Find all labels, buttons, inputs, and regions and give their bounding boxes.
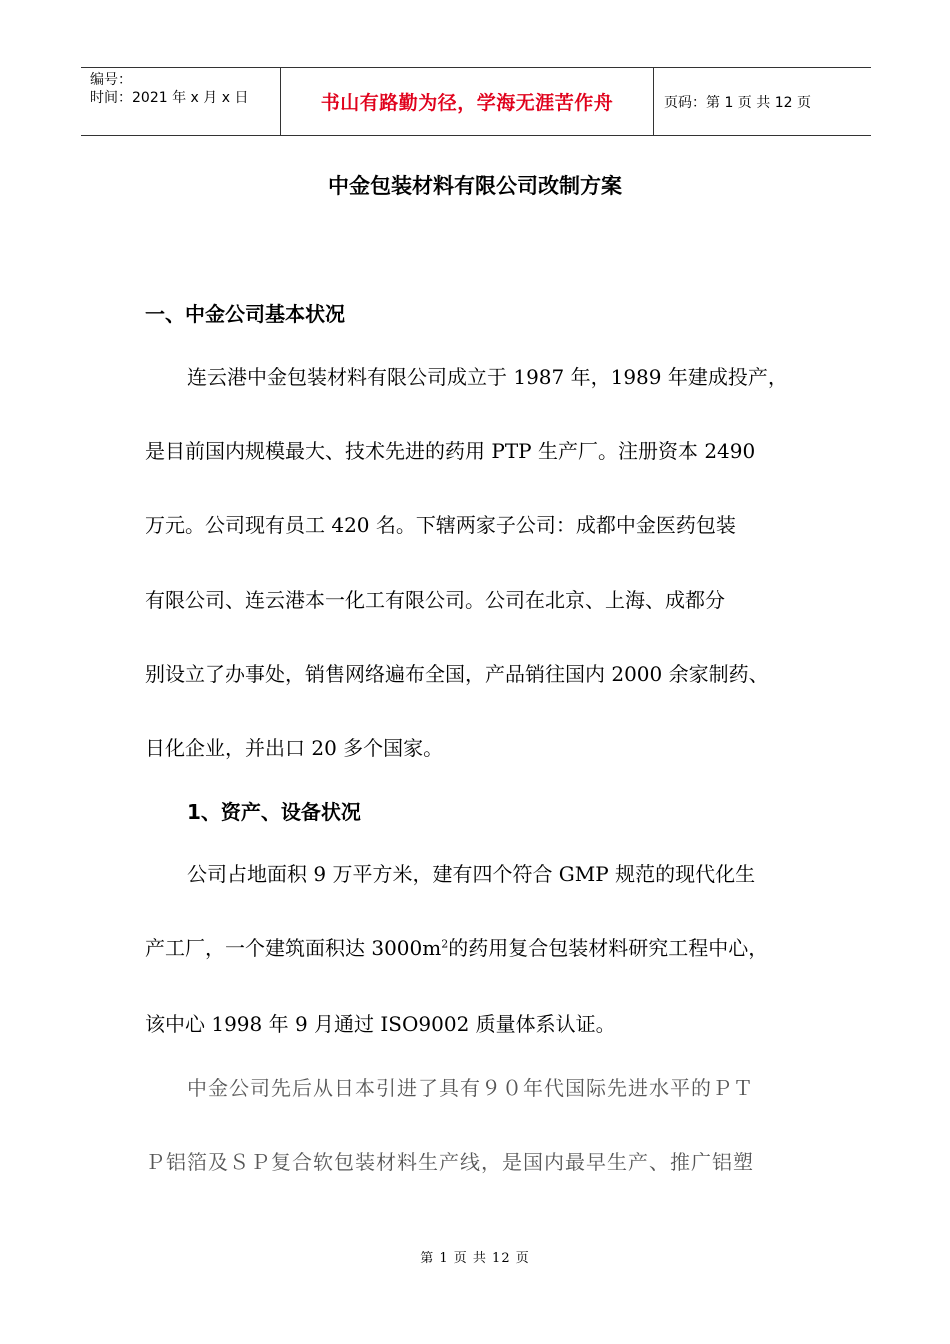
subsection-heading-1: 1、资产、设备状况 bbox=[187, 800, 361, 824]
paragraph-line: Ｐ铝箔及ＳＰ复合软包装材料生产线，是国内最早生产、推广铝塑 bbox=[145, 1150, 754, 1174]
document-date: 时间：2021 年 x 月 x 日 bbox=[90, 90, 249, 106]
paragraph-line: 公司占地面积 9 万平方米，建有四个符合 GMP 规范的现代化生 bbox=[187, 862, 756, 886]
paragraph-line: 连云港中金包装材料有限公司成立于 1987 年，1989 年建成投产， bbox=[187, 365, 788, 389]
header-motto: 书山有路勤为径，学海无涯苦作舟 bbox=[320, 92, 614, 114]
superscript-2: 2 bbox=[441, 937, 449, 951]
header-meta bbox=[81, 68, 281, 135]
section-heading-1: 一、中金公司基本状况 bbox=[145, 302, 345, 326]
page-header bbox=[81, 67, 871, 136]
document-title: 中金包装材料有限公司改制方案 bbox=[328, 174, 622, 198]
paragraph-line: 别设立了办事处，销售网络遍布全国，产品销往国内 2000 余家制药、 bbox=[145, 662, 769, 686]
paragraph-line bbox=[145, 932, 768, 961]
paragraph-line: 日化企业，并出口 20 多个国家。 bbox=[145, 736, 444, 760]
paragraph-line: 万元。公司现有员工 420 名。下辖两家子公司：成都中金医药包装 bbox=[145, 513, 736, 537]
line-text-after: 的药用复合包装材料研究工程中心， bbox=[448, 936, 769, 960]
paragraph-line: 该中心 1998 年 9 月通过 ISO9002 质量体系认证。 bbox=[145, 1012, 616, 1036]
page-footer: 第 1 页 共 12 页 bbox=[420, 1251, 530, 1266]
page-info-text: 页码：第 1 页 共 12 页 bbox=[664, 94, 811, 111]
paragraph-line: 是目前国内规模最大、技术先进的药用 PTP 生产厂。注册资本 2490 bbox=[145, 439, 756, 463]
paragraph-line: 中金公司先后从日本引进了具有９０年代国际先进水平的ＰＴ bbox=[187, 1076, 754, 1100]
header-motto-cell bbox=[281, 68, 654, 135]
header-page-info bbox=[654, 68, 871, 135]
line-text-before: 产工厂，一个建筑面积达 3000m bbox=[145, 936, 442, 960]
document-number-label: 编号： bbox=[90, 72, 132, 88]
paragraph-line: 有限公司、连云港本一化工有限公司。公司在北京、上海、成都分 bbox=[145, 588, 725, 612]
